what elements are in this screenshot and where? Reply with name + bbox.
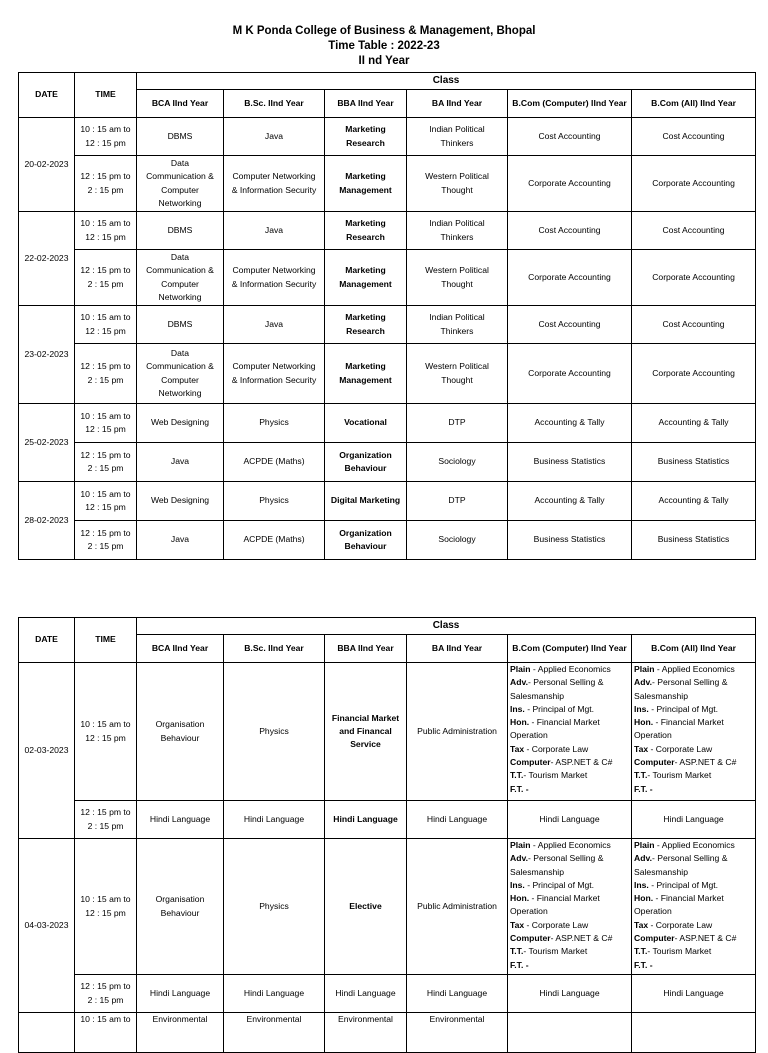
bca-cell: Data Communication & Computer Networking (137, 344, 224, 404)
table-row (19, 404, 756, 443)
bca-cell: Organisation Behaviour (137, 839, 224, 975)
elective-line: T.T.- Tourism Market (510, 946, 588, 957)
ba-cell: Hindi Language (407, 801, 508, 839)
elective-line: Plain - Applied Economics (634, 664, 735, 674)
bca-cell: Hindi Language (137, 801, 224, 839)
bca-cell: Organisation Behaviour (137, 663, 224, 801)
elective-line: F.T. - (634, 783, 653, 794)
bsc-cell: Physics (224, 839, 325, 975)
date-cell: 28-02-2023 (19, 482, 75, 560)
bba-cell: Marketing Management (325, 250, 407, 306)
elective-line: T.T.- Tourism Market (634, 770, 712, 781)
time-cell: 12 : 15 pm to 2 : 15 pm (75, 250, 137, 306)
elective-line: Computer- ASP.NET & C# (634, 757, 737, 768)
ba-cell: Hindi Language (407, 975, 508, 1013)
bcom-all-cell: Business Statistics (632, 521, 756, 560)
bcom-comp-cell (508, 1013, 632, 1053)
elective-line: Salesmanship (634, 690, 688, 701)
bca-cell: Web Designing (137, 404, 224, 443)
bba-cell: Marketing Management (325, 344, 407, 404)
bcom-comp-header: B.Com (Computer) IInd Year (508, 635, 632, 663)
time-header: TIME (75, 73, 137, 118)
bba-header: BBA IInd Year (325, 90, 407, 118)
date-cell: 02-03-2023 (19, 663, 75, 839)
bcom-all-cell: Accounting & Tally (632, 482, 756, 521)
table-row (19, 521, 756, 560)
bcom-comp-cell: Cost Accounting (508, 212, 632, 250)
bcom-all-header: B.Com (All) IInd Year (632, 635, 756, 663)
bca-cell: Data Communication & Computer Networking (137, 156, 224, 212)
elective-line: Computer- ASP.NET & C# (510, 933, 613, 944)
table-row (19, 212, 756, 250)
ba-cell: Sociology (407, 443, 508, 482)
table-row (19, 663, 756, 801)
bba-header: BBA IInd Year (325, 635, 407, 663)
bca-cell: DBMS (137, 306, 224, 344)
bca-cell: Java (137, 521, 224, 560)
table-row (19, 250, 756, 306)
elective-line: Adv.- Personal Selling & (510, 677, 604, 688)
time-cell: 12 : 15 pm to 2 : 15 pm (75, 801, 137, 839)
elective-line: Operation (634, 906, 672, 917)
elective-line: Ins. - Principal of Mgt. (510, 879, 595, 890)
bcom-comp-cell: Accounting & Tally (508, 482, 632, 521)
elective-line: T.T.- Tourism Market (510, 770, 588, 781)
bcom-all-cell: Cost Accounting (632, 306, 756, 344)
elective-line: Operation (510, 730, 548, 741)
elective-line: Tax - Corporate Law (634, 919, 713, 930)
bca-cell: Web Designing (137, 482, 224, 521)
bcom-comp-electives (508, 839, 632, 975)
elective-line: Ins. - Principal of Mgt. (510, 703, 595, 714)
elective-line: Plain - Applied Economics (510, 840, 611, 850)
bcom-comp-cell: Cost Accounting (508, 306, 632, 344)
class-header: Class (137, 618, 756, 635)
table-row (19, 156, 756, 212)
bba-cell: Environmental (325, 1013, 407, 1053)
bsc-header: B.Sc. IInd Year (224, 90, 325, 118)
bcom-all-cell: Cost Accounting (632, 118, 756, 156)
date-header: DATE (19, 73, 75, 118)
ba-cell: Sociology (407, 521, 508, 560)
table-row (19, 344, 756, 404)
elective-line: F.T. - (634, 959, 653, 970)
bcom-all-cell: Business Statistics (632, 443, 756, 482)
bcom-comp-cell: Cost Accounting (508, 118, 632, 156)
bcom-comp-cell: Corporate Accounting (508, 344, 632, 404)
bca-cell: DBMS (137, 212, 224, 250)
elective-line: Hon. - Financial Market (510, 717, 600, 728)
time-cell: 10 : 15 am to 12 : 15 pm (75, 404, 137, 443)
bba-cell: Marketing Research (325, 306, 407, 344)
date-header: DATE (19, 618, 75, 663)
table-row (19, 801, 756, 839)
elective-line: Plain - Applied Economics (634, 840, 735, 850)
elective-line: Adv.- Personal Selling & (634, 853, 728, 864)
bsc-cell: Computer Networking & Information Security (224, 156, 325, 212)
bsc-cell: ACPDE (Maths) (224, 443, 325, 482)
bba-cell: Hindi Language (325, 975, 407, 1013)
elective-line: Salesmanship (634, 866, 688, 877)
page-header (0, 24, 768, 69)
timetable-year: Time Table : 2022-23 (328, 40, 440, 52)
table-row (19, 482, 756, 521)
elective-line: Hon. - Financial Market (634, 893, 724, 904)
bca-cell: Java (137, 443, 224, 482)
bcom-all-electives (632, 663, 756, 801)
bcom-all-cell: Corporate Accounting (632, 156, 756, 212)
bcom-comp-cell: Business Statistics (508, 443, 632, 482)
elective-line: Salesmanship (510, 690, 564, 701)
ba-cell: Public Administration (407, 839, 508, 975)
bca-header: BCA IInd Year (137, 635, 224, 663)
time-cell: 10 : 15 am to (75, 1013, 137, 1053)
table-row (19, 1013, 756, 1053)
time-cell: 12 : 15 pm to 2 : 15 pm (75, 344, 137, 404)
elective-line: Operation (510, 906, 548, 917)
elective-line: T.T.- Tourism Market (634, 946, 712, 957)
bsc-cell: Physics (224, 663, 325, 801)
bcom-comp-electives (508, 663, 632, 801)
class-year: II nd Year (358, 55, 410, 67)
time-cell: 10 : 15 am to 12 : 15 pm (75, 212, 137, 250)
bba-cell: Digital Marketing (325, 482, 407, 521)
bsc-cell: Java (224, 306, 325, 344)
bba-cell: Financial Market and Financal Service (325, 663, 407, 801)
table-row (19, 118, 756, 156)
timetable-mar (18, 617, 756, 1053)
bsc-cell: Hindi Language (224, 975, 325, 1013)
elective-line: Plain - Applied Economics (510, 664, 611, 674)
elective-line: Tax - Corporate Law (510, 743, 589, 754)
bca-cell: Hindi Language (137, 975, 224, 1013)
bcom-all-cell: Hindi Language (632, 975, 756, 1013)
time-cell: 10 : 15 am to 12 : 15 pm (75, 663, 137, 801)
ba-header: BA IInd Year (407, 90, 508, 118)
bba-cell: Organization Behaviour (325, 443, 407, 482)
bsc-cell: Computer Networking & Information Security (224, 344, 325, 404)
table-row (19, 443, 756, 482)
college-name: M K Ponda College of Business & Management, Bhopal (232, 25, 536, 37)
ba-cell: DTP (407, 404, 508, 443)
bcom-all-cell: Corporate Accounting (632, 344, 756, 404)
elective-line: Hon. - Financial Market (510, 893, 600, 904)
bsc-cell: Physics (224, 482, 325, 521)
table-row (19, 839, 756, 975)
timetable-feb (18, 72, 756, 560)
elective-line: Tax - Corporate Law (634, 743, 713, 754)
bcom-all-cell: Corporate Accounting (632, 250, 756, 306)
date-cell: 23-02-2023 (19, 306, 75, 404)
elective-line: Computer- ASP.NET & C# (634, 933, 737, 944)
bba-cell: Marketing Management (325, 156, 407, 212)
time-cell: 12 : 15 pm to 2 : 15 pm (75, 975, 137, 1013)
elective-line: Computer- ASP.NET & C# (510, 757, 613, 768)
date-cell: 25-02-2023 (19, 404, 75, 482)
ba-cell: Western Political Thought (407, 156, 508, 212)
bcom-comp-header: B.Com (Computer) IInd Year (508, 90, 632, 118)
elective-line: Ins. - Principal of Mgt. (634, 703, 719, 714)
elective-line: Adv.- Personal Selling & (634, 677, 728, 688)
ba-cell: Public Administration (407, 663, 508, 801)
time-cell: 12 : 15 pm to 2 : 15 pm (75, 443, 137, 482)
bca-cell: Data Communication & Computer Networking (137, 250, 224, 306)
ba-cell: Indian Political Thinkers (407, 306, 508, 344)
time-cell: 10 : 15 am to 12 : 15 pm (75, 306, 137, 344)
bba-cell: Hindi Language (325, 801, 407, 839)
ba-cell: Indian Political Thinkers (407, 118, 508, 156)
bcom-all-cell: Accounting & Tally (632, 404, 756, 443)
bcom-all-cell: Cost Accounting (632, 212, 756, 250)
bcom-all-cell (632, 1013, 756, 1053)
elective-line: Adv.- Personal Selling & (510, 853, 604, 864)
bcom-comp-cell: Hindi Language (508, 975, 632, 1013)
ba-cell: DTP (407, 482, 508, 521)
class-header: Class (137, 73, 756, 90)
bsc-header: B.Sc. IInd Year (224, 635, 325, 663)
bsc-cell: Hindi Language (224, 801, 325, 839)
bcom-comp-cell: Hindi Language (508, 801, 632, 839)
bba-cell: Vocational (325, 404, 407, 443)
date-cell: 04-03-2023 (19, 839, 75, 1013)
bsc-cell: Environmental (224, 1013, 325, 1053)
date-cell: 20-02-2023 (19, 118, 75, 212)
bsc-cell: Computer Networking & Information Security (224, 250, 325, 306)
elective-line: Ins. - Principal of Mgt. (634, 879, 719, 890)
bba-cell: Elective (325, 839, 407, 975)
elective-line: Salesmanship (510, 866, 564, 877)
time-header: TIME (75, 618, 137, 663)
elective-line: F.T. - (510, 783, 529, 794)
bcom-all-cell: Hindi Language (632, 801, 756, 839)
time-cell: 10 : 15 am to 12 : 15 pm (75, 118, 137, 156)
bba-cell: Marketing Research (325, 118, 407, 156)
ba-cell: Environmental (407, 1013, 508, 1053)
bba-cell: Organization Behaviour (325, 521, 407, 560)
bcom-comp-cell: Corporate Accounting (508, 250, 632, 306)
bsc-cell: Java (224, 118, 325, 156)
ba-header: BA IInd Year (407, 635, 508, 663)
ba-cell: Indian Political Thinkers (407, 212, 508, 250)
bba-cell: Marketing Research (325, 212, 407, 250)
date-cell: 22-02-2023 (19, 212, 75, 306)
time-cell: 10 : 15 am to 12 : 15 pm (75, 839, 137, 975)
ba-cell: Western Political Thought (407, 344, 508, 404)
table-row (19, 306, 756, 344)
bca-cell: DBMS (137, 118, 224, 156)
elective-line: Hon. - Financial Market (634, 717, 724, 728)
table-row (19, 975, 756, 1013)
date-cell (19, 1013, 75, 1053)
bsc-cell: ACPDE (Maths) (224, 521, 325, 560)
bcom-comp-cell: Business Statistics (508, 521, 632, 560)
time-cell: 10 : 15 am to 12 : 15 pm (75, 482, 137, 521)
bcom-comp-cell: Accounting & Tally (508, 404, 632, 443)
bca-header: BCA IInd Year (137, 90, 224, 118)
ba-cell: Western Political Thought (407, 250, 508, 306)
bca-cell: Environmental (137, 1013, 224, 1053)
elective-line: Tax - Corporate Law (510, 919, 589, 930)
time-cell: 12 : 15 pm to 2 : 15 pm (75, 521, 137, 560)
bsc-cell: Java (224, 212, 325, 250)
bcom-comp-cell: Corporate Accounting (508, 156, 632, 212)
bsc-cell: Physics (224, 404, 325, 443)
bcom-all-header: B.Com (All) IInd Year (632, 90, 756, 118)
elective-line: F.T. - (510, 959, 529, 970)
bcom-all-electives (632, 839, 756, 975)
elective-line: Operation (634, 730, 672, 741)
time-cell: 12 : 15 pm to 2 : 15 pm (75, 156, 137, 212)
